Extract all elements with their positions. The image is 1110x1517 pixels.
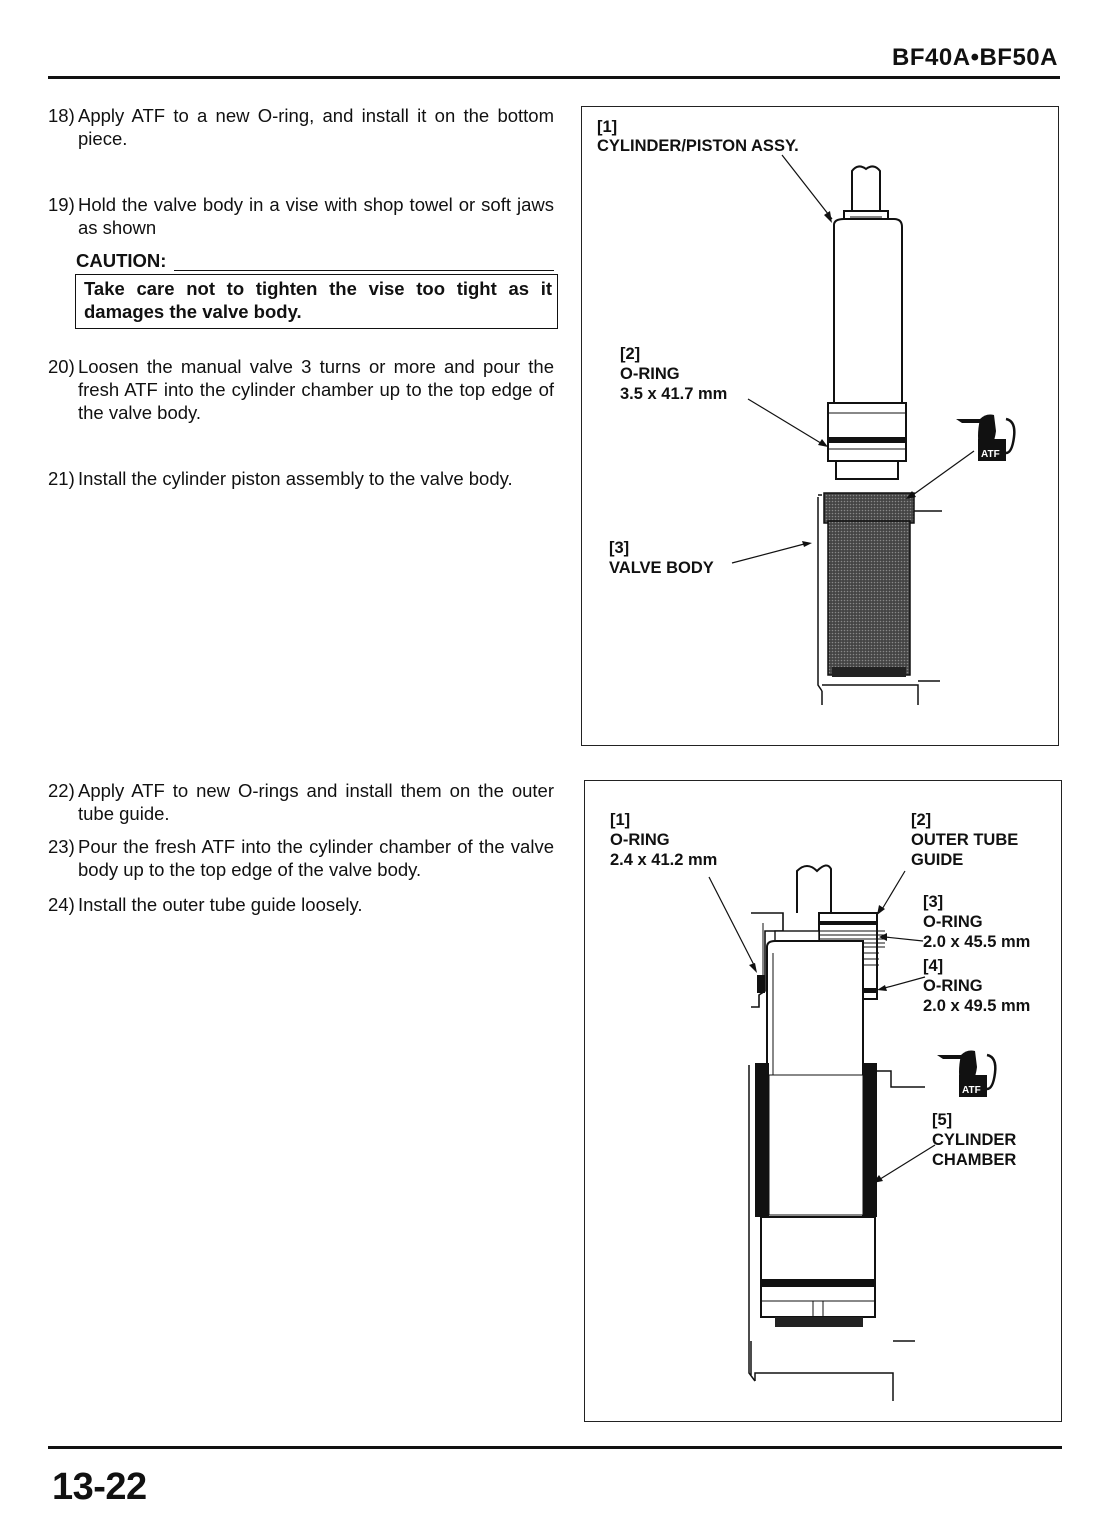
step-21 bbox=[48, 467, 554, 490]
step-number: 22) bbox=[48, 780, 75, 801]
step-number: 18) bbox=[48, 105, 75, 126]
footer-rule bbox=[48, 1446, 1062, 1449]
step-22 bbox=[48, 779, 554, 825]
caution-label: CAUTION: bbox=[76, 250, 167, 271]
step-number: 23) bbox=[48, 836, 75, 857]
fig2-label-3-size: 2.0 x 45.5 mm bbox=[923, 933, 1031, 951]
step-text: Install the outer tube guide loosely. bbox=[78, 894, 363, 915]
figure-2-drawing bbox=[585, 781, 1061, 1421]
step-number: 24) bbox=[48, 894, 75, 915]
header-rule bbox=[48, 76, 1060, 79]
step-text: Pour the fresh ATF into the cylinder chamber of the valve body up to the top edge of the valve body. bbox=[78, 836, 554, 880]
step-text: Hold the valve body in a vise with shop towel or soft jaws as shown bbox=[78, 194, 554, 238]
fig1-label-2-name: O-RING bbox=[620, 365, 680, 383]
step-number: 19) bbox=[48, 194, 75, 215]
step-text: Apply ATF to new O-rings and install them on the outer tube guide. bbox=[78, 780, 554, 824]
fig2-label-4-ref: [4] bbox=[923, 957, 944, 975]
caution-text: Take care not to tighten the vise too tight as it damages the valve body. bbox=[84, 278, 552, 322]
fig2-label-3-ref: [3] bbox=[923, 893, 944, 911]
fig2-label-1-size: 2.4 x 41.2 mm bbox=[610, 851, 718, 869]
fig1-label-3-ref: [3] bbox=[609, 539, 630, 557]
figure-1-drawing bbox=[582, 107, 1058, 745]
header-title: BF40A•BF50A bbox=[892, 44, 1058, 71]
fig1-label-2-size: 3.5 x 41.7 mm bbox=[620, 385, 728, 403]
step-text: Apply ATF to a new O-ring, and install it on the bottom piece. bbox=[78, 105, 554, 149]
caution-box bbox=[75, 274, 558, 329]
fig2-label-5-ref: [5] bbox=[932, 1111, 953, 1129]
fig1-label-3-name: VALVE BODY bbox=[609, 559, 714, 577]
figure-outer-tube-guide-install bbox=[584, 780, 1062, 1422]
fig2-label-2-name-2: GUIDE bbox=[911, 851, 964, 869]
fig2-atf-text: ATF bbox=[962, 1085, 981, 1096]
caution-underline bbox=[174, 270, 554, 271]
step-18 bbox=[48, 104, 554, 150]
step-text: Install the cylinder piston assembly to the valve body. bbox=[78, 468, 513, 489]
fig2-label-1-name: O-RING bbox=[610, 831, 670, 849]
step-24 bbox=[48, 893, 554, 916]
fig2-label-1-ref: [1] bbox=[610, 811, 631, 829]
page-number: 13-22 bbox=[52, 1466, 147, 1508]
step-number: 20) bbox=[48, 356, 75, 377]
figure-cylinder-piston-install bbox=[581, 106, 1059, 746]
step-number: 21) bbox=[48, 468, 75, 489]
fig2-label-2-name: OUTER TUBE bbox=[911, 831, 1019, 849]
fig1-label-1-name: CYLINDER/PISTON ASSY. bbox=[597, 137, 799, 155]
fig1-label-1-ref: [1] bbox=[597, 118, 618, 136]
step-19 bbox=[48, 193, 554, 239]
fig2-label-5-name: CYLINDER bbox=[932, 1131, 1017, 1149]
fig2-label-2-ref: [2] bbox=[911, 811, 932, 829]
step-text: Loosen the manual valve 3 turns or more and pour the fresh ATF into the cylinder chamber up to the top edge of the valve body. bbox=[78, 356, 554, 423]
fig2-label-5-name-2: CHAMBER bbox=[932, 1151, 1017, 1169]
step-20 bbox=[48, 355, 554, 424]
fig2-label-4-size: 2.0 x 49.5 mm bbox=[923, 997, 1031, 1015]
fig2-label-4-name: O-RING bbox=[923, 977, 983, 995]
fig1-atf-text: ATF bbox=[981, 449, 1000, 460]
fig1-label-2-ref: [2] bbox=[620, 345, 641, 363]
step-23 bbox=[48, 835, 554, 881]
fig2-label-3-name: O-RING bbox=[923, 913, 983, 931]
